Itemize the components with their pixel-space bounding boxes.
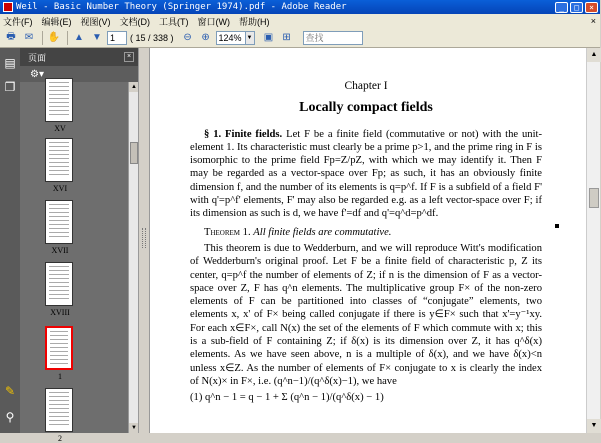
thumbnail-text-line [49,90,69,91]
thumbnail-list [20,82,128,443]
scrollbar-thumb[interactable] [130,142,138,164]
thumbnail-text-line [49,142,69,143]
thumbnail-text-line [49,102,69,103]
menu-window[interactable]: 窗口(W) [197,16,230,27]
thumbnail-text-line [49,162,69,163]
bookmarks-icon[interactable]: ❐ [4,80,16,94]
close-document-button[interactable]: × [590,16,596,26]
page-count: ( 15 / 338 ) [130,32,174,43]
scroll-up-icon[interactable]: ▲ [587,48,601,62]
pages-panel [20,48,138,443]
page-thumbnail[interactable] [45,262,73,306]
menu-tools[interactable]: 工具(T) [159,16,189,27]
page-thumbnail[interactable] [45,388,73,432]
mouse-cursor [555,224,559,228]
theorem-text: All finite fields are commutative. [253,226,392,238]
fit-page-icon[interactable]: ▣ [263,32,274,43]
thumbnail-text-line [49,158,69,159]
thumbnail-text-line [49,416,69,417]
fit-width-icon[interactable]: ⊞ [282,32,291,43]
thumbnail-text-line [49,400,69,401]
thumbnail-label: XVII [51,246,69,255]
panel-options [20,66,138,82]
scrollbar-thumb[interactable] [589,188,599,208]
thumbnail-label: XVI [52,184,68,193]
toolbar-separator [67,31,68,45]
chapter-title: Locally compact fields [299,100,433,116]
next-page-icon[interactable]: ▼ [92,32,102,43]
zoom-input[interactable]: 124% [216,31,246,45]
search-input[interactable]: 查找 [303,31,363,45]
section-title: Finite fields. [225,128,283,140]
thumbnail-text-line [50,347,68,348]
theorem-label: Theorem 1. [204,226,251,238]
toolbar [0,28,600,48]
thumbnail-text-line [49,236,69,237]
thumbnail-text-line [49,270,69,271]
thumbnail-text-line [50,355,68,356]
splitter-grip[interactable] [142,228,146,248]
options-gear-icon[interactable]: ⚙▾ [30,68,44,80]
thumbnail-text-line [49,154,69,155]
thumbnail-text-line [49,424,69,425]
thumbnail-text-line [49,412,69,413]
menu-document[interactable]: 文档(D) [119,16,150,27]
thumbnail-text-line [49,408,69,409]
window-title: Weil - Basic Number Theory (Springer 1974).pdf - Adobe Reader [16,2,347,12]
thumbnail-text-line [50,343,68,344]
hand-tool-icon[interactable]: ✋ [47,32,61,43]
equation-1: (1) q^n − 1 = q − 1 + Σ (q^n − 1)/(q^δ(x) − 1) [190,392,384,404]
scroll-up-icon[interactable]: ▲ [129,82,139,92]
menu-help[interactable]: 帮助(H) [239,16,270,27]
thumbnail-text-line [49,404,69,405]
scroll-down-icon[interactable]: ▼ [587,419,601,433]
paragraph-2: This theorem is due to Wedderburn, and we will reproduce Witt's modification of Wedderburn's original proof. Let F be a finite field of characteristic p, Z its center, q=p^f the number of elements of Z; if n is the dimension of F as a vector-space over Z, F has q^n elements. The multiplicative group F× of the non-zero elements of F can be partitioned into classes of “conjugate” elements, two elements x, x' of F× being called conjugate if there is y∈F× such that x'=y⁻¹xy. For each x∈F×, call N(x) the set of the elements of F which commute with x; this is a sub-field of F containing Z; if δ(x) is its dimension over Z, it has q^δ(x) elements. As we have seen above, n is a multiple of δ(x), and we have δ(x)<n unless x∈Z. As the number of elements of F× conjugate to x is clearly the index of N(x)× in F×, i.e. (q^n−1)/(q^δ(x)−1), we have [190,242,542,387]
thumbnail-text-line [49,204,69,205]
thumbnail-text-line [49,208,69,209]
panel-scrollbar[interactable] [128,82,138,433]
thumbnail-text-line [49,392,69,393]
page-thumbnails-icon[interactable]: ▤ [4,56,16,70]
thumbnail-text-line [49,220,69,221]
thumbnail-text-line [50,351,68,352]
document-scrollbar[interactable] [586,48,600,433]
comments-icon[interactable]: ✎ [4,384,16,398]
panel-header [20,48,138,66]
page-thumbnail[interactable] [45,78,73,122]
minimize-button[interactable]: _ [555,2,568,13]
thumbnail-text-line [50,363,68,364]
thumbnail-text-line [50,339,68,340]
toolbar-separator [42,31,43,45]
page-thumbnail[interactable] [45,138,73,182]
thumbnail-text-line [49,286,69,287]
thumbnail-text-line [49,298,69,299]
paragraph-1: Let F be a finite field (commutative or not) with the unit-element 1. Its characteristic must clearly be a prime p>1, and the prime ring in F is isomorphic to the prime field Fp=Z/pZ, with which we may identify it. Then F may be regarded as a vector-space over Fp; as such, it has an obviously finite dimension f, and the number of its elements is q=p^f. If F is a subfield of a field F' with q'=p^f' elements, F' may also be regarded e.g. as a left vector-space over F; if its dimension as such is d, we have f'=df and q'=q^d=p^df. [190,128,542,220]
panel-splitter[interactable] [138,48,150,433]
thumbnail-text-line [50,331,68,332]
thumbnail-text-line [49,106,69,107]
thumbnail-text-line [49,420,69,421]
menu-bar [0,14,600,28]
navigation-icon-strip [0,48,20,433]
thumbnail-text-line [50,359,68,360]
thumbnail-text-line [49,170,69,171]
close-button[interactable]: × [585,2,598,13]
thumbnail-text-line [49,278,69,279]
document-view[interactable] [150,48,586,433]
title-bar [0,0,600,14]
thumbnail-label: 2 [58,434,62,443]
thumbnail-text-line [49,86,69,87]
adobe-reader-icon [3,2,13,12]
maximize-button[interactable]: □ [570,2,583,13]
scroll-down-icon[interactable]: ▼ [129,423,139,433]
print-icon[interactable]: 🖶 [6,31,16,42]
thumbnail-text-line [49,98,69,99]
menu-edit[interactable]: 编辑(E) [41,16,72,27]
thumbnail-text-line [49,290,69,291]
zoom-out-icon[interactable]: ⊖ [183,32,192,43]
thumbnail-label: XV [54,124,66,133]
thumbnail-text-line [49,174,69,175]
panel-title: 页面 [28,52,47,63]
chapter-label: Chapter I [344,80,388,92]
thumbnail-text-line [49,94,69,95]
thumbnail-text-line [49,146,69,147]
thumbnail-text-line [49,228,69,229]
menu-file[interactable]: 文件(F) [3,16,33,27]
thumbnail-text-line [49,274,69,275]
thumbnail-text-line [49,232,69,233]
menu-view[interactable]: 视图(V) [80,16,111,27]
previous-page-icon[interactable]: ▲ [74,32,84,43]
page-thumbnail[interactable] [45,200,73,244]
thumbnail-text-line [49,224,69,225]
thumbnail-text-line [49,114,69,115]
thumbnail-text-line [49,294,69,295]
thumbnail-text-line [49,150,69,151]
thumbnail-text-line [49,396,69,397]
thumbnail-label: XVIII [50,308,70,317]
page-thumbnail[interactable] [45,326,73,370]
thumbnail-text-line [49,216,69,217]
section-number: § 1. [204,128,222,140]
thumbnail-text-line [49,110,69,111]
thumbnail-text-line [49,266,69,267]
thumbnail-text-line [49,282,69,283]
thumbnail-text-line [50,335,68,336]
section-paragraph [190,128,542,221]
attachments-icon[interactable]: ⚲ [5,410,15,424]
thumbnail-label: 1 [58,372,62,381]
thumbnail-text-line [49,212,69,213]
share-icon[interactable]: ✉ [24,32,34,43]
page-number-input[interactable]: 1 [107,31,127,45]
thumbnail-text-line [49,166,69,167]
theorem [190,226,542,239]
panel-close-button[interactable]: × [124,52,134,62]
pdf-page [190,80,542,403]
thumbnail-text-line [49,82,69,83]
zoom-in-icon[interactable]: ⊕ [201,32,210,43]
zoom-dropdown-icon[interactable]: ▼ [246,31,255,45]
